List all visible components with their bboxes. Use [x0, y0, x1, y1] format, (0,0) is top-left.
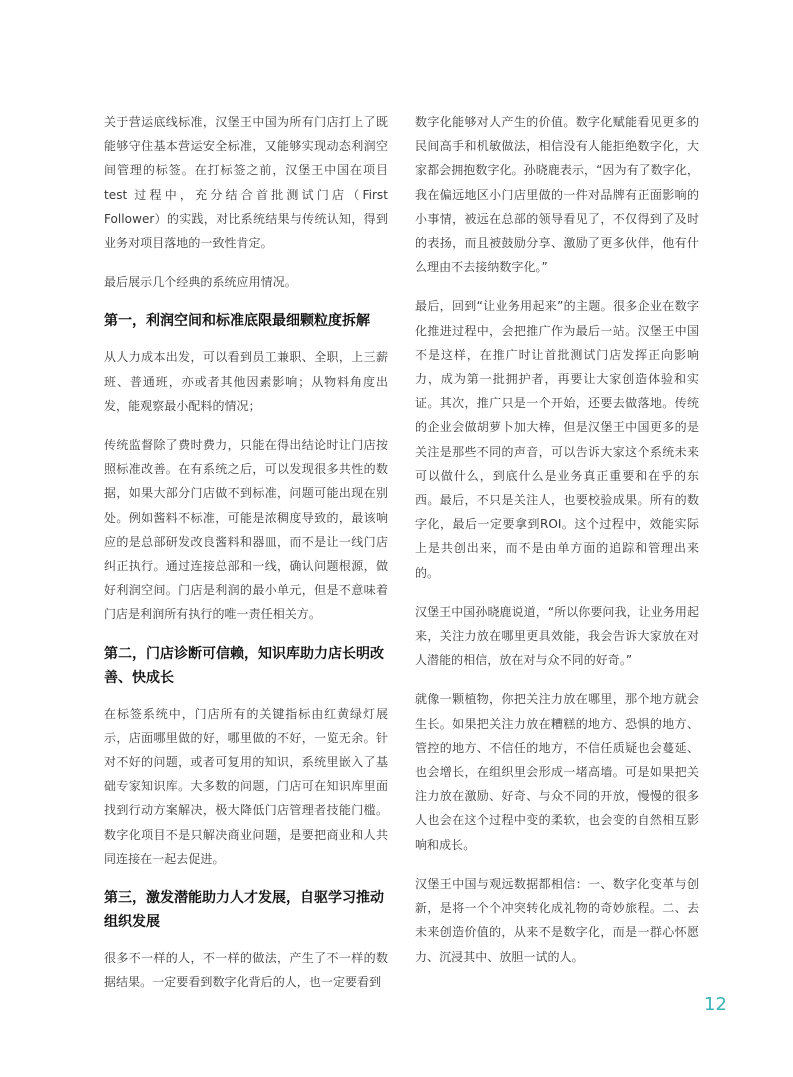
section-heading: 第一，利润空间和标准底限最细颗粒度拆解	[104, 313, 370, 330]
page-number: 12	[704, 994, 727, 1015]
paragraph: 关于营运底线标准，汉堡王中国为所有门店打上了既能够守住基本营运安全标准，又能够实现动态利润空间管理的标签。在打标签之前，汉堡王中国在项目 test 过程中，充分结合首批测试门店（First Follower）的实践，对比系统结果与传统认知，得到业务对项目落地的一致性肯定。	[104, 115, 388, 251]
paragraph: 最后展示几个经典的系统应用情况。	[104, 275, 297, 290]
right-column	[415, 110, 699, 984]
paragraph: 数字化能够对人产生的价值。数字化赋能看见更多的民间高手和机敏做法，相信没有人能拒绝数字化，大家都会拥抱数字化。孙晓鹿表示，“因为有了数字化，我在偏远地区小门店里做的一件对品牌有正面影响的小事情，被远在总部的领导看见了，不仅得到了及时的表扬，而且被鼓励分享、激励了更多伙伴，他有什么理由不去接纳数字化。”	[415, 115, 699, 275]
left-column	[104, 110, 388, 1009]
paragraph: 在标签系统中，门店所有的关键指标由红黄绿灯展示，店面哪里做的好，哪里做的不好，一览无余。针对不好的问题，或者可复用的知识，系统里嵌入了基础专家知识库。大多数的问题，门店可在知识库里面找到行动方案解决，极大降低门店管理者技能门槛。数字化项目不是只解决商业问题，是要把商业和人共同连接在一起去促进。	[104, 706, 388, 866]
paragraph: 就像一颗植物，你把关注力放在哪里，那个地方就会生长。如果把关注力放在糟糕的地方、恐惧的地方、管控的地方、不信任的地方，不信任质疑也会蔓延、也会增长，在组织里会形成一堵高墙。可是如果把关注力放在激励、好奇、与众不同的开放，慢慢的很多人也会在这个过程中变的柔软，也会变的自然相互影响和成长。	[415, 692, 699, 852]
paragraph: 很多不一样的人，不一样的做法，产生了不一样的数据结果。一定要看到数字化背后的人，也一定要看到	[104, 951, 388, 990]
paragraph: 从人力成本出发，可以看到员工兼职、全职，上三薪班、普通班，亦或者其他因素影响；从物料角度出发，能观察最小配料的情况；	[104, 350, 388, 413]
paragraph: 汉堡王中国孙晓鹿说道，“所以你要问我，让业务用起来，关注力放在哪里更具效能，我会告诉大家放在对人潜能的相信，放在对与众不同的好奇。”	[415, 604, 699, 668]
section-heading: 第二，门店诊断可信赖，知识库助力店长明改善、快成长	[104, 645, 384, 686]
section-heading: 第三，激发潜能助力人才发展，自驱学习推动组织发展	[104, 890, 384, 931]
paragraph: 最后，回到“让业务用起来”的主题。很多企业在数字化推进过程中，会把推广作为最后一站。汉堡王中国不是这样，在推广时让首批测试门店发挥正向影响力，成为第一批拥护者，再要让大家创造体验和实证。其次，推广只是一个开始，还要去做落地。传统的企业会做胡萝卜加大棒，但是汉堡王中国更多的是关注是那些不同的声音，可以告诉大家这个系统未来可以做什么，到底什么是业务真正重要和在乎的东西。最后，不只是关注人，也要校验成果。所有的数字化，最后一定要拿到ROI。这个过程中，效能实际上是共创出来，而不是由单方面的追踪和管理出来的。	[415, 299, 699, 580]
paragraph: 传统监督除了费时费力，只能在得出结论时让门店按照标准改善。在有系统之后，可以发现很多共性的数据，如果大部分门店做不到标准，问题可能出现在别处。例如酱料不标准，可能是浓稠度导致的，最该响应的是总部研发改良酱料和器皿，而不是让一线门店纠正执行。通过连接总部和一线，确认问题根源，做好利润空间。门店是利润的最小单元，但是不意味着门店是利润所有执行的唯一责任相关方。	[104, 438, 388, 622]
paragraph: 汉堡王中国与观远数据都相信：一、数字化变革与创新，是将一个个冲突转化成礼物的奇妙旅程。二、去未来创造价值的，从来不是数字化，而是一群心怀愿力、沉浸其中、放胆一试的人。	[415, 876, 699, 964]
